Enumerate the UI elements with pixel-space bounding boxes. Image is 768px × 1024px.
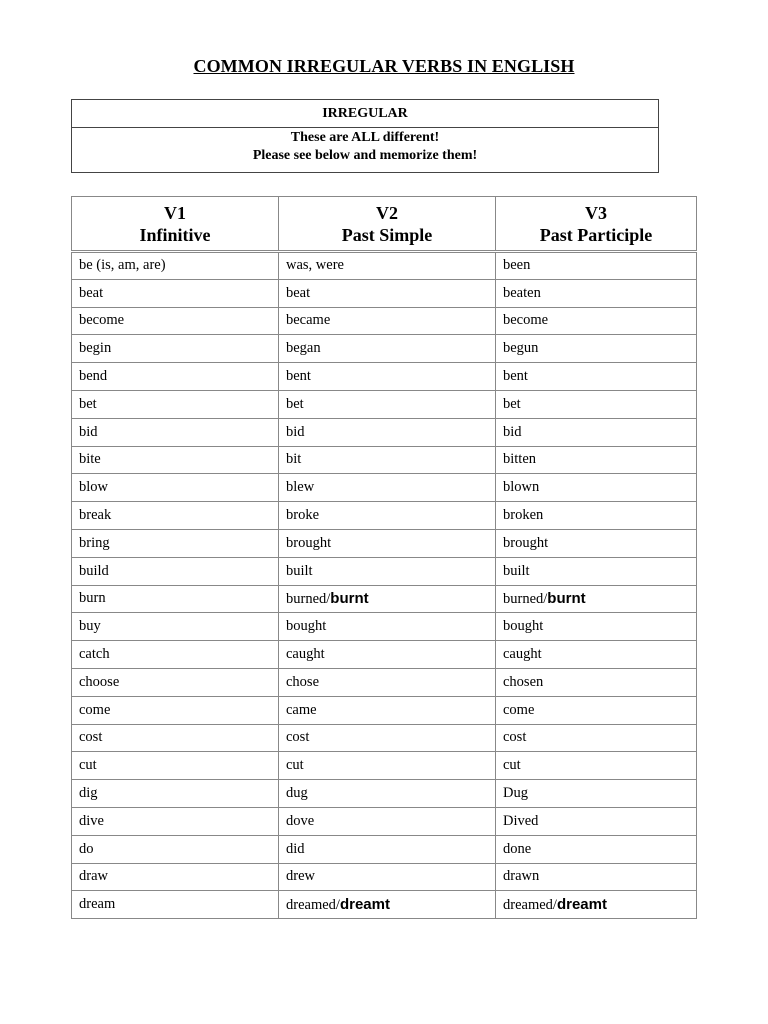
infinitive-cell: come xyxy=(72,696,279,724)
past-participle-cell: begun xyxy=(496,335,697,363)
past-participle-cell: built xyxy=(496,557,697,585)
past-simple-cell xyxy=(279,891,496,919)
column-code: V1 xyxy=(164,202,186,223)
past-simple-cell: beat xyxy=(279,279,496,307)
table-row xyxy=(72,363,697,391)
past-simple-cell: bet xyxy=(279,390,496,418)
past-participle-cell: cost xyxy=(496,724,697,752)
table-row xyxy=(72,390,697,418)
past-simple-cell: drew xyxy=(279,863,496,891)
column-name: Past Simple xyxy=(341,224,433,245)
past-participle-cell: brought xyxy=(496,529,697,557)
table-row xyxy=(72,252,697,280)
past-simple-cell: cut xyxy=(279,752,496,780)
past-participle-cell: broken xyxy=(496,502,697,530)
past-simple-cell: bought xyxy=(279,613,496,641)
past-simple-cell: caught xyxy=(279,641,496,669)
past-simple-cell: came xyxy=(279,696,496,724)
table-row xyxy=(72,529,697,557)
infinitive-cell: bet xyxy=(72,390,279,418)
infinitive-cell: cut xyxy=(72,752,279,780)
infinitive-cell: catch xyxy=(72,641,279,669)
past-simple-cell: was, were xyxy=(279,252,496,280)
infinitive-cell: dream xyxy=(72,891,279,919)
past-participle-cell: cut xyxy=(496,752,697,780)
past-simple-cell: blew xyxy=(279,474,496,502)
table-row xyxy=(72,307,697,335)
table-row xyxy=(72,557,697,585)
column-code: V2 xyxy=(376,202,398,223)
table-row xyxy=(72,585,697,613)
infinitive-cell: break xyxy=(72,502,279,530)
past-participle-cell xyxy=(496,891,697,919)
infinitive-cell: beat xyxy=(72,279,279,307)
column-name: Past Participle xyxy=(539,224,653,245)
table-row xyxy=(72,641,697,669)
infinitive-cell: draw xyxy=(72,863,279,891)
past-participle-cell: bought xyxy=(496,613,697,641)
past-simple-cell: dove xyxy=(279,807,496,835)
past-simple-cell: brought xyxy=(279,529,496,557)
notice-text xyxy=(72,128,658,165)
infinitive-cell: cost xyxy=(72,724,279,752)
column-header-v1 xyxy=(72,197,279,252)
past-participle-cell: been xyxy=(496,252,697,280)
infinitive-cell: bend xyxy=(72,363,279,391)
column-header-v3 xyxy=(496,197,697,252)
column-code: V3 xyxy=(585,202,607,223)
verb-form-regular: burned/ xyxy=(503,590,548,607)
table-row xyxy=(72,724,697,752)
past-simple-cell: broke xyxy=(279,502,496,530)
past-simple-cell: bit xyxy=(279,446,496,474)
table-row xyxy=(72,863,697,891)
notice-heading: IRREGULAR xyxy=(72,100,658,128)
past-participle-cell xyxy=(496,585,697,613)
infinitive-cell: blow xyxy=(72,474,279,502)
document-title: COMMON IRREGULAR VERBS IN ENGLISH xyxy=(193,56,575,76)
past-participle-cell: bid xyxy=(496,418,697,446)
infinitive-cell: begin xyxy=(72,335,279,363)
infinitive-cell: dig xyxy=(72,780,279,808)
past-participle-cell: bent xyxy=(496,363,697,391)
verb-form-irregular: dreamt xyxy=(556,895,607,913)
table-row xyxy=(72,502,697,530)
past-participle-cell: chosen xyxy=(496,668,697,696)
verb-form-irregular: burnt xyxy=(547,589,586,607)
infinitive-cell: do xyxy=(72,835,279,863)
irregular-notice-box xyxy=(71,99,659,173)
table-row xyxy=(72,891,697,919)
table-row xyxy=(72,474,697,502)
infinitive-cell: choose xyxy=(72,668,279,696)
infinitive-cell: build xyxy=(72,557,279,585)
table-row xyxy=(72,835,697,863)
verb-form-irregular: burnt xyxy=(330,589,369,607)
infinitive-cell: bring xyxy=(72,529,279,557)
table-row xyxy=(72,780,697,808)
column-name: Infinitive xyxy=(139,224,211,245)
infinitive-cell: burn xyxy=(72,585,279,613)
irregular-verbs-table xyxy=(71,196,697,919)
past-simple-cell: did xyxy=(279,835,496,863)
table-row xyxy=(72,418,697,446)
column-header-v2 xyxy=(279,197,496,252)
infinitive-cell: bid xyxy=(72,418,279,446)
past-simple-cell: became xyxy=(279,307,496,335)
past-participle-cell: bet xyxy=(496,390,697,418)
past-simple-cell: chose xyxy=(279,668,496,696)
verb-form-irregular: dreamt xyxy=(339,895,390,913)
infinitive-cell: buy xyxy=(72,613,279,641)
verb-form-regular: dreamed/ xyxy=(286,896,340,913)
past-participle-cell: Dug xyxy=(496,780,697,808)
infinitive-cell: dive xyxy=(72,807,279,835)
notice-line-1: These are ALL different! xyxy=(290,130,440,145)
past-simple-cell: dug xyxy=(279,780,496,808)
past-participle-cell: beaten xyxy=(496,279,697,307)
past-participle-cell: Dived xyxy=(496,807,697,835)
table-row xyxy=(72,696,697,724)
past-participle-cell: done xyxy=(496,835,697,863)
past-simple-cell: cost xyxy=(279,724,496,752)
infinitive-cell: bite xyxy=(72,446,279,474)
past-participle-cell: bitten xyxy=(496,446,697,474)
table-row xyxy=(72,668,697,696)
verb-form-regular: dreamed/ xyxy=(503,896,557,913)
past-simple-cell xyxy=(279,585,496,613)
table-row xyxy=(72,279,697,307)
table-header-row xyxy=(72,197,697,252)
table-row xyxy=(72,752,697,780)
table-row xyxy=(72,446,697,474)
past-simple-cell: bent xyxy=(279,363,496,391)
past-participle-cell: become xyxy=(496,307,697,335)
table-body xyxy=(72,252,697,919)
table-row xyxy=(72,807,697,835)
past-participle-cell: blown xyxy=(496,474,697,502)
past-simple-cell: bid xyxy=(279,418,496,446)
table-row xyxy=(72,613,697,641)
verb-form-regular: burned/ xyxy=(286,590,331,607)
past-participle-cell: caught xyxy=(496,641,697,669)
past-simple-cell: began xyxy=(279,335,496,363)
infinitive-cell: be (is, am, are) xyxy=(72,252,279,280)
notice-line-2: Please see below and memorize them! xyxy=(252,148,478,163)
past-participle-cell: drawn xyxy=(496,863,697,891)
table-row xyxy=(72,335,697,363)
past-participle-cell: come xyxy=(496,696,697,724)
past-simple-cell: built xyxy=(279,557,496,585)
infinitive-cell: become xyxy=(72,307,279,335)
